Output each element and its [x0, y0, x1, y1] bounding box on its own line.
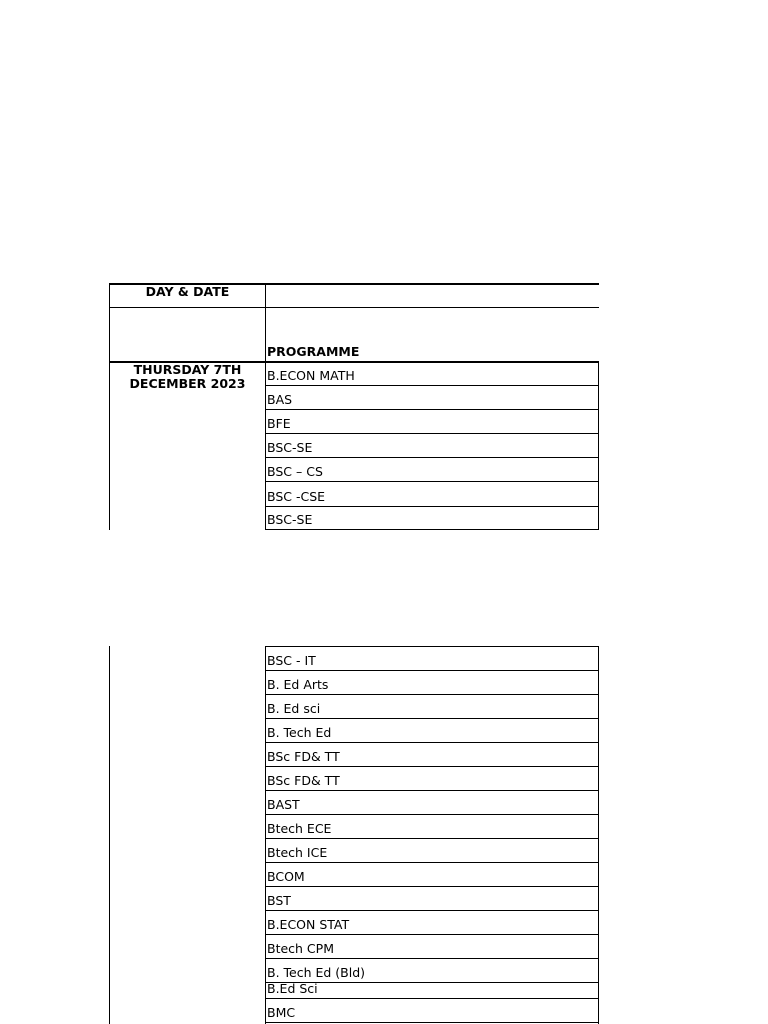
day-line-1: THURSDAY 7TH	[133, 362, 242, 377]
programme-cell: B. Tech Ed	[267, 725, 332, 740]
programme-cell: B.ECON STAT	[267, 917, 350, 932]
row-divider	[265, 742, 599, 743]
programme-cell: B. Ed Arts	[267, 677, 329, 692]
left-border	[109, 283, 110, 530]
column-divider-2	[265, 646, 266, 1024]
row-divider	[265, 481, 599, 482]
row-divider	[265, 998, 599, 999]
header-divider	[109, 307, 599, 308]
programme-cell: BAST	[267, 797, 300, 812]
header-programme: PROGRAMME	[267, 344, 360, 359]
right-border	[598, 362, 599, 530]
row-divider	[265, 838, 599, 839]
row-divider	[265, 506, 599, 507]
left-border-2	[109, 646, 110, 1024]
row-divider	[265, 409, 599, 410]
programme-cell: BFE	[267, 416, 291, 431]
row-divider	[265, 766, 599, 767]
row-divider	[265, 886, 599, 887]
right-border-2	[598, 646, 599, 1024]
programme-cell: BST	[267, 893, 291, 908]
programme-cell: BMC	[267, 1005, 296, 1020]
row-divider	[265, 433, 599, 434]
day-line-2: DECEMBER 2023	[129, 376, 246, 391]
programme-cell: BSC - IT	[267, 653, 316, 668]
programme-cell: BSC -CSE	[267, 489, 326, 504]
column-divider	[265, 283, 266, 530]
row-divider	[265, 790, 599, 791]
programme-cell: BSC-SE	[267, 512, 313, 527]
row-divider	[265, 457, 599, 458]
programme-cell: BSC-SE	[267, 440, 313, 455]
programme-cell: BSC – CS	[267, 464, 323, 479]
programme-cell: Btech ICE	[267, 845, 328, 860]
row-divider	[265, 958, 599, 959]
programme-cell: BAS	[267, 392, 293, 407]
programme-cell: BSc FD& TT	[267, 773, 340, 788]
programme-cell: B. Tech Ed (Bld)	[267, 965, 366, 980]
programme-cell: B.ECON MATH	[267, 368, 355, 383]
header-day-date: DAY & DATE	[145, 284, 230, 299]
programme-cell: Btech ECE	[267, 821, 332, 836]
row-divider	[265, 934, 599, 935]
row-divider	[265, 670, 599, 671]
row-divider	[265, 718, 599, 719]
row-divider	[265, 694, 599, 695]
programme-cell: Btech CPM	[267, 941, 334, 956]
row-divider	[265, 910, 599, 911]
day-date-cell	[110, 363, 265, 391]
programme-cell: B.Ed Sci	[267, 981, 318, 996]
row-divider	[265, 385, 599, 386]
row-divider	[265, 1022, 599, 1023]
table-top-border-2	[265, 646, 599, 647]
row-divider	[265, 814, 599, 815]
programme-cell: B. Ed sci	[267, 701, 321, 716]
row-divider	[265, 529, 599, 530]
programme-cell: BSc FD& TT	[267, 749, 340, 764]
row-divider	[265, 862, 599, 863]
programme-cell: BCOM	[267, 869, 305, 884]
